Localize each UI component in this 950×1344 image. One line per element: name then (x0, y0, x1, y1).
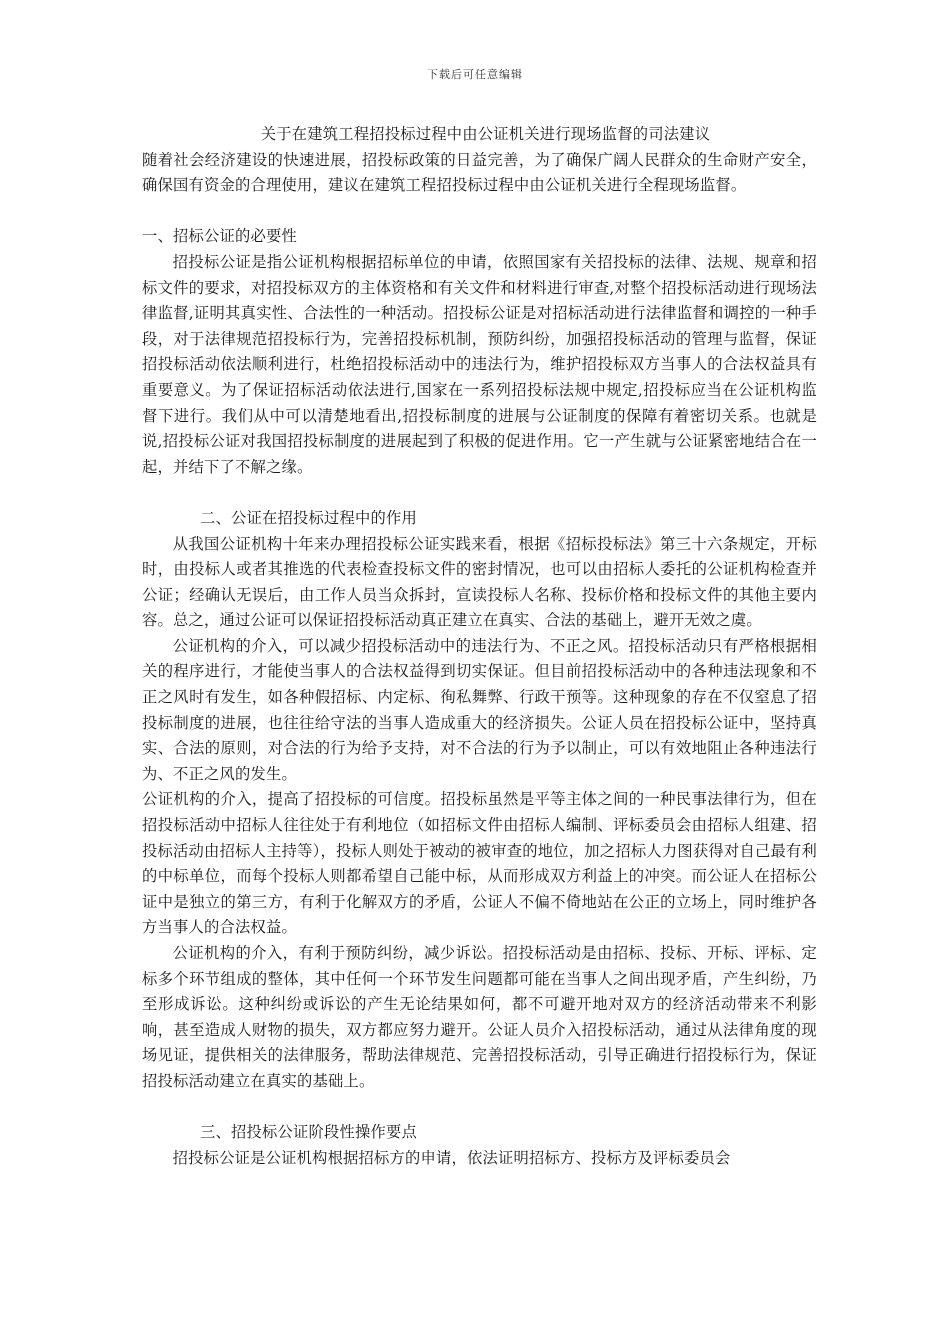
section-2-paragraph-1: 从我国公证机构十年来办理招投标公证实践来看，根据《招标投标法》第三十六条规定，开标时，由投标人或者其推选的代表检查投标文件的密封情况，也可以由招标人委托的公证机构检查并公证；经确认无误后，由工作人员当众拆封，宣读投标人名称、投标价格和投标文件的其他主要内容。总之，通过公证可以保证招投标活动真正建立在真实、合法的基础上，避开无效之虞。 (142, 534, 817, 630)
section-1-heading: 一、招标公证的必要性 (142, 227, 297, 246)
section-2-paragraph-3: 公证机构的介入，提高了招投标的可信度。招投标虽然是平等主体之间的一种民事法律行为，但在招投标活动中招标人往往处于有利地位（如招标文件由招标人编制、评标委员会由招标人组建、招投标活动由招标人主持等），投标人则处于被动的被审查的地位，加之招标人力图获得对自己最有利的中标单位，而每个投标人则都希望自己能中标，从而形成双方利益上的冲突。而公证人在招标公证中是独立的第三方，有利于化解双方的矛盾，公证人不偏不倚地站在公正的立场上，同时维护各方当事人的合法权益。 (142, 790, 817, 937)
section-1-paragraph-1: 招投标公证是指公证机构根据招标单位的申请，依照国家有关招投标的法律、法规、规章和招标文件的要求，对招投标双方的主体资格和有关文件和材料进行审查,对整个招投标活动进行现场法律监督,证明其真实性、合法性的一种活动。招投标公证是对招标活动进行法律监督和调控的一种手段，对于法律规范招投标行为，完善招投标机制，预防纠纷，加强招投标活动的管理与监督，保证招投标活动依法顺利进行，杜绝招投标活动中的违法行为，维护招投标双方当事人的合法权益具有重要意义。为了保证招标活动依法进行,国家在一系列招投标法规中规定,招投标应当在公证机构监督下进行。我们从中可以清楚地看出,招投标制度的进展与公证制度的保障有着密切关系。也就是说,招投标公证对我国招投标制度的进展起到了积极的促进作用。它一产生就与公证紧密地结合在一起，并结下了不解之缘。 (142, 252, 817, 476)
spacer (142, 1095, 817, 1121)
spacer (142, 199, 817, 225)
document-body (142, 122, 817, 1171)
section-3-paragraph-1: 招投标公证是公证机构根据招标方的申请，依法证明招标方、投标方及评标委员会 (172, 1148, 731, 1167)
spacer (142, 480, 817, 506)
section-2-paragraph-4: 公证机构的介入，有利于预防纠纷，减少诉讼。招投标活动是由招标、投标、开标、评标、定标多个环节组成的整体，其中任何一个环节发生问题都可能在当事人之间出现矛盾，产生纠纷，乃至形成诉讼。这种纠纷或诉讼的产生无论结果如何，都不可避开地对双方的经济活动带来不利影响，甚至造成人财物的损失，双方都应努力避开。公证人员介入招投标活动，通过从法律角度的现场见证，提供相关的法律服务，帮助法律规范、完善招投标活动，引导正确进行招投标行为，保证招投标活动建立在真实的基础上。 (142, 944, 817, 1090)
header-note: 下载后可任意编辑 (427, 68, 523, 81)
document-title: 关于在建筑工程招投标过程中由公证机关进行现场监督的司法建议 (260, 125, 711, 143)
section-2-heading: 二、公证在招投标过程中的作用 (200, 508, 417, 527)
intro-paragraph: 随着社会经济建设的快速进展，招投标政策的日益完善，为了确保广阔人民群众的生命财产安全，确保国有资金的合理使用，建议在建筑工程招投标过程中由公证机关进行全程现场监督。 (142, 150, 817, 195)
section-2-paragraph-2: 公证机构的介入，可以减少招投标活动中的违法行为、不正之风。招投标活动只有严格根据相关的程序进行，才能使当事人的合法权益得到切实保证。但目前招投标活动中的各种违法现象和不正之风时有发生，如各种假招标、内定标、徇私舞弊、行政干预等。这种现象的存在不仅窒息了招投标制度的进展，也往往给守法的当事人造成重大的经济损失。公证人员在招投标公证中，坚持真实、合法的原则，对合法的行为给予支持，对不合法的行为予以制止，可以有效地阻止各种违法行为、不正之风的发生。 (142, 636, 817, 783)
section-3-heading: 三、招投标公证阶段性操作要点 (200, 1123, 417, 1142)
